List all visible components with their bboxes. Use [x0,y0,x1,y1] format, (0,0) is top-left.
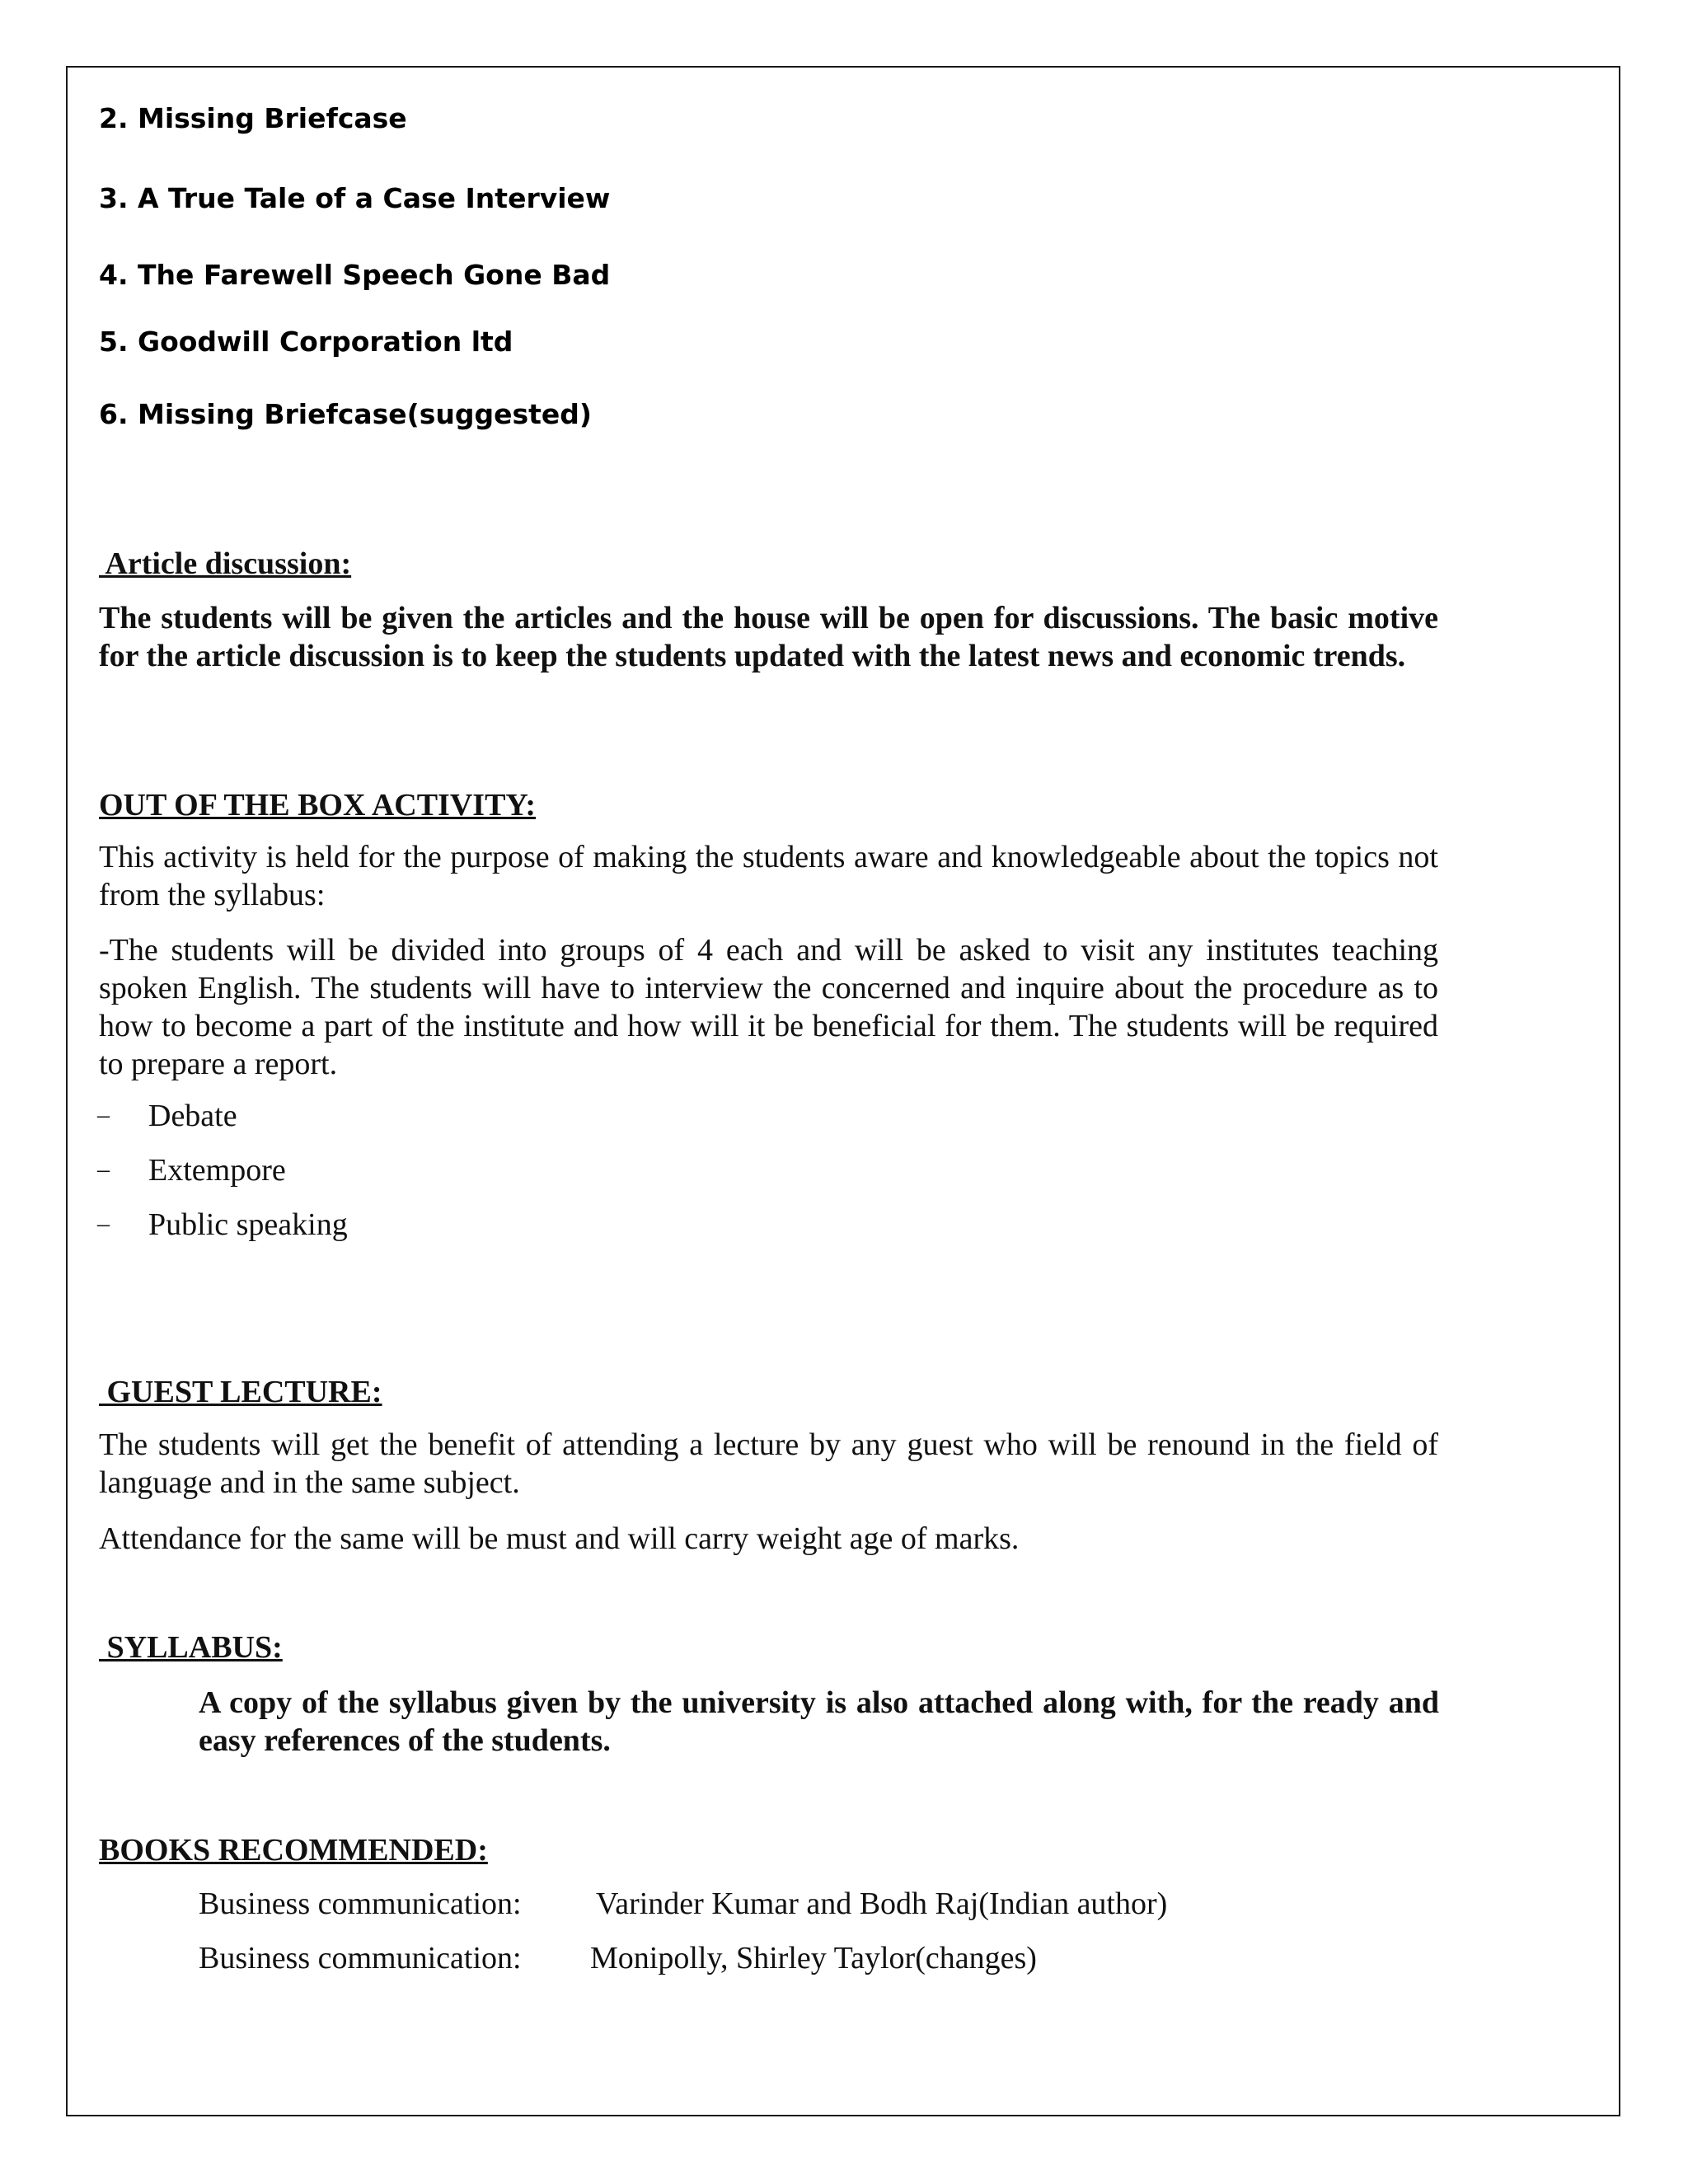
out-of-box-detail: -The students will be divided into groups of 4 each and will be asked to visit any institutes teaching spoken English. The students will have to interview the concerned and inquire about the procedure as to how to become a part of the institute and how will it be beneficial for them. The students will be required to prepare a report. [99,933,1438,1081]
out-of-box-heading: OUT OF THE BOX ACTIVITY: [99,788,537,823]
list-dash: – [97,1210,110,1237]
syllabus-heading: SYLLABUS: [99,1630,283,1665]
guest-lecture-attendance: Attendance for the same will be must and will carry weight age of marks. [99,1521,1020,1556]
article-discussion-text: The students will be given the articles and the house will be open for discussions. The basic motive for the article discussion is to keep the students updated with the latest news and economic trends. [99,601,1438,673]
guest-lecture-heading: GUEST LECTURE: [99,1375,382,1409]
case-study-item: 6. Missing Briefcase(suggested) [99,398,593,430]
list-item: Debate [148,1099,237,1133]
book-author: Monipolly, Shirley Taylor(changes) [590,1941,1037,1975]
book-title: Business communication: [199,1886,522,1921]
book-author: Varinder Kumar and Bodh Raj(Indian author) [596,1886,1168,1921]
list-dash: – [97,1155,110,1183]
case-study-item: 5. Goodwill Corporation ltd [99,326,513,358]
book-title: Business communication: [199,1941,522,1975]
list-dash: – [97,1101,110,1128]
list-item: Public speaking [148,1207,348,1242]
list-item: Extempore [148,1153,286,1188]
out-of-box-intro: This activity is held for the purpose of making the students aware and knowledgeable about the topics not from the syllabus: [99,840,1438,912]
article-discussion-heading: Article discussion: [99,546,352,581]
case-study-item: 4. The Farewell Speech Gone Bad [99,259,611,291]
guest-lecture-text: The students will get the benefit of attending a lecture by any guest who will be renound in the field of language and in the same subject. [99,1427,1438,1500]
case-study-item: 2. Missing Briefcase [99,102,407,134]
books-heading: BOOKS RECOMMENDED: [99,1833,488,1868]
case-study-item: 3. A True Tale of a Case Interview [99,182,611,214]
syllabus-text: A copy of the syllabus given by the university is also attached along with, for the ready and easy references of the students. [199,1685,1439,1758]
page-border [66,66,1620,2116]
